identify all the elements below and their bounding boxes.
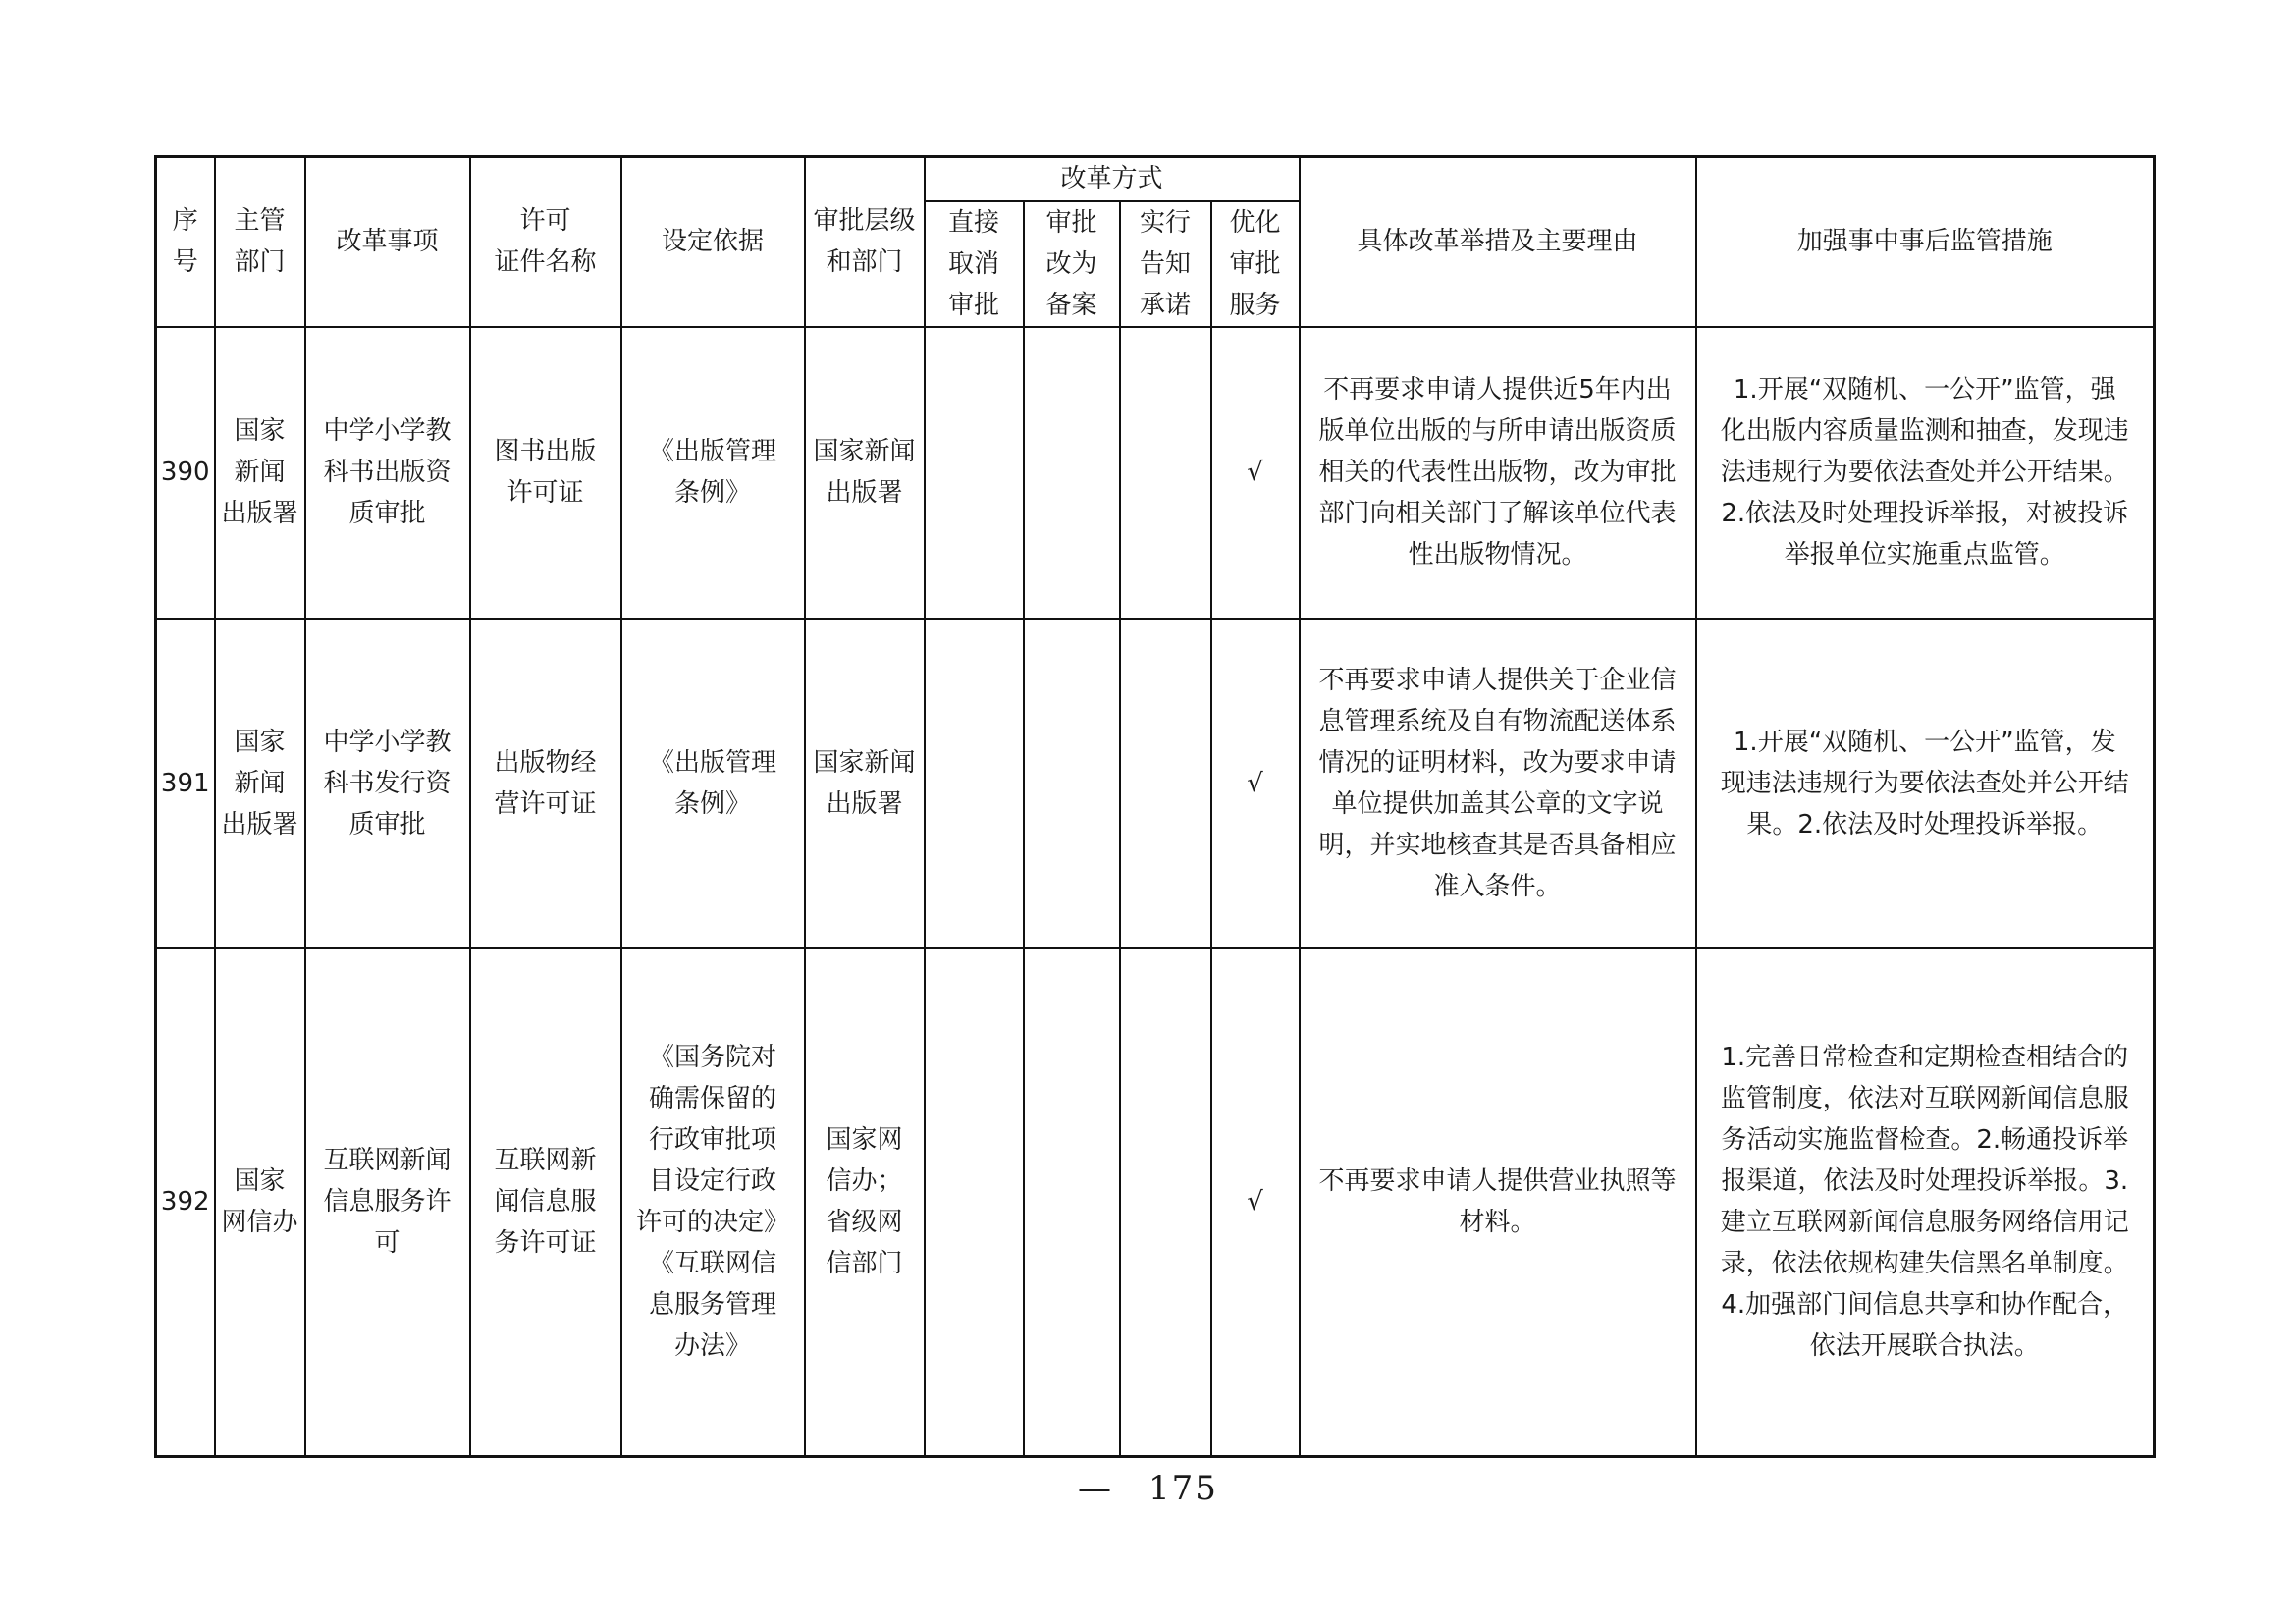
- header-method-optimize-service: 优化 审批 服务: [1211, 201, 1300, 327]
- cell-basis: 《出版管理 条例》: [621, 327, 805, 619]
- cell-method-notification-commitment: [1120, 327, 1211, 619]
- cell-dept: 国家 新闻 出版署: [215, 619, 305, 948]
- cell-method-notification-commitment: [1120, 948, 1211, 1457]
- page-dash: —: [1078, 1469, 1114, 1508]
- cell-dept: 国家 网信办: [215, 948, 305, 1457]
- cell-method-to-filing: [1024, 619, 1120, 948]
- cell-license: 出版物经 营许可证: [470, 619, 621, 948]
- cell-method-optimize-service: √: [1211, 619, 1300, 948]
- cell-supervision: 1.完善日常检查和定期检查相结合的 监管制度，依法对互联网新闻信息服 务活动实施监督检查。2.畅通投诉举 报渠道，依法及时处理投诉举报。3. 建立互联网新闻信息服务网络信用记 录，依法依规构建失信黑名单制度。 4.加强部门间信息共享和协作配合， 依法开展联合执法。: [1696, 948, 2155, 1457]
- header-basis: 设定依据: [621, 157, 805, 327]
- cell-level: 国家网 信办； 省级网 信部门: [805, 948, 925, 1457]
- table-row: [156, 327, 2155, 619]
- cell-seq: 390: [156, 327, 215, 619]
- cell-basis: 《国务院对 确需保留的 行政审批项 目设定行政 许可的决定》 《互联网信 息服务管理 办法》: [621, 948, 805, 1457]
- page-footer: [0, 1469, 2296, 1508]
- table-row: [156, 619, 2155, 948]
- cell-method-to-filing: [1024, 948, 1120, 1457]
- cell-item: 中学小学教 科书出版资 质审批: [305, 327, 470, 619]
- cell-method-direct-cancel: [925, 619, 1024, 948]
- cell-item: 中学小学教 科书发行资 质审批: [305, 619, 470, 948]
- cell-license: 图书出版 许可证: [470, 327, 621, 619]
- cell-license: 互联网新 闻信息服 务许可证: [470, 948, 621, 1457]
- cell-method-notification-commitment: [1120, 619, 1211, 948]
- header-level: 审批层级 和部门: [805, 157, 925, 327]
- header-dept: 主管 部门: [215, 157, 305, 327]
- cell-dept: 国家 新闻 出版署: [215, 327, 305, 619]
- cell-method-direct-cancel: [925, 327, 1024, 619]
- table-row: [156, 948, 2155, 1457]
- header-license: 许可 证件名称: [470, 157, 621, 327]
- cell-method-optimize-service: √: [1211, 327, 1300, 619]
- header-item: 改革事项: [305, 157, 470, 327]
- header-method-group: 改革方式: [925, 157, 1300, 201]
- header-supervision: 加强事中事后监管措施: [1696, 157, 2155, 327]
- cell-level: 国家新闻 出版署: [805, 619, 925, 948]
- cell-method-direct-cancel: [925, 948, 1024, 1457]
- cell-measures: 不再要求申请人提供近5年内出 版单位出版的与所申请出版资质 相关的代表性出版物，改为审批 部门向相关部门了解该单位代表 性出版物情况。: [1300, 327, 1696, 619]
- cell-method-to-filing: [1024, 327, 1120, 619]
- cell-item: 互联网新闻 信息服务许 可: [305, 948, 470, 1457]
- cell-level: 国家新闻 出版署: [805, 327, 925, 619]
- cell-supervision: 1.开展“双随机、一公开”监管，强 化出版内容质量监测和抽查，发现违 法违规行为要依法查处并公开结果。 2.依法及时处理投诉举报，对被投诉 举报单位实施重点监管。: [1696, 327, 2155, 619]
- cell-seq: 392: [156, 948, 215, 1457]
- cell-basis: 《出版管理 条例》: [621, 619, 805, 948]
- cell-measures: 不再要求申请人提供关于企业信 息管理系统及自有物流配送体系 情况的证明材料，改为要求申请 单位提供加盖其公章的文字说 明，并实地核查其是否具备相应 准入条件。: [1300, 619, 1696, 948]
- header-seq: 序 号: [156, 157, 215, 327]
- cell-supervision: 1.开展“双随机、一公开”监管，发 现违法违规行为要依法查处并公开结 果。2.依法及时处理投诉举报。: [1696, 619, 2155, 948]
- header-method-notification-commitment: 实行 告知 承诺: [1120, 201, 1211, 327]
- cell-method-optimize-service: √: [1211, 948, 1300, 1457]
- header-method-direct-cancel: 直接 取消 审批: [925, 201, 1024, 327]
- header-method-to-filing: 审批 改为 备案: [1024, 201, 1120, 327]
- cell-measures: 不再要求申请人提供营业执照等 材料。: [1300, 948, 1696, 1457]
- cell-seq: 391: [156, 619, 215, 948]
- reform-table: [154, 155, 2156, 1458]
- header-measures: 具体改革举措及主要理由: [1300, 157, 1696, 327]
- page-number: 175: [1148, 1469, 1218, 1508]
